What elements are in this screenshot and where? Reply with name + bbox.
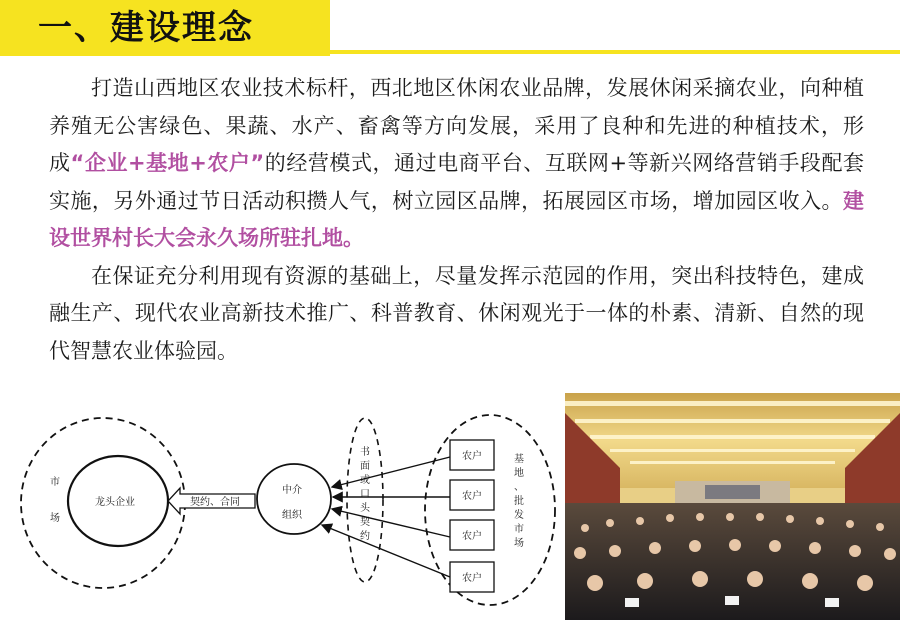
intermediary-label-1: 中介 xyxy=(282,485,302,496)
farmer-label: 农户 xyxy=(462,451,482,462)
agreement-ellipse xyxy=(347,418,383,582)
highlight-world-village-chief: 建设世界村长大会永久场所驻扎地。 xyxy=(49,188,864,250)
paragraph-1-part-1: 打造山西地区农业技术标杆，西北地区休闲农业品牌，发展休闲采摘农业，向种植养殖无公害绿色、果蔬、水产、畜禽等方向发展，采用了良种和先进的种植技术，形成 xyxy=(49,76,864,175)
agreement-char: 面 xyxy=(360,461,370,472)
farmer-label: 农户 xyxy=(462,491,482,502)
intermediary-ellipse xyxy=(257,464,331,534)
paragraph-1-part-2: 的经营模式，通过电商平台、互联网+等新兴网络营销手段配套实施，另外通过节日活动积攒人气，树立园区品牌，拓展园区市场，增加园区收入。 xyxy=(49,151,865,213)
highlight-business-model: “企业+基地+农户” xyxy=(70,151,265,175)
agreement-char: 约 xyxy=(360,531,370,542)
paragraph-1 xyxy=(49,70,864,258)
agreement-char: 口 xyxy=(360,489,370,500)
market-label-2: 场 xyxy=(50,513,60,524)
leading-enterprise-label: 龙头企业 xyxy=(95,497,135,508)
base-market-char: 批 xyxy=(514,496,524,507)
base-market-char: 市 xyxy=(514,524,524,535)
farmer-label: 农户 xyxy=(462,531,482,542)
paragraph-2: 在保证充分利用现有资源的基础上，尽量发挥示范园的作用，突出科技特色，建成融生产、现代农业高新技术推广、科普教育、休闲观光于一体的朴素、清新、自然的现代智慧农业体验园。 xyxy=(49,263,864,363)
market-label: 市 xyxy=(50,477,60,488)
title-underline xyxy=(330,50,900,54)
farmer-label: 农户 xyxy=(462,573,482,584)
conference-photo xyxy=(565,393,900,620)
page-title: 一、建设理念 xyxy=(38,8,254,48)
intermediary-label-2: 组织 xyxy=(282,510,302,521)
base-market-char: 基 xyxy=(514,454,524,465)
base-market-char: 发 xyxy=(514,510,524,521)
body-text xyxy=(49,70,864,370)
arrow-farmer-3 xyxy=(332,509,450,537)
agreement-char: 契 xyxy=(360,517,370,528)
base-market-char: 地 xyxy=(514,468,524,479)
base-market-char: 、 xyxy=(514,482,524,493)
contract-label: 契约、合同 xyxy=(190,497,240,508)
base-market-char: 场 xyxy=(514,538,524,549)
agreement-char: 书 xyxy=(360,447,370,458)
agreement-char: 头 xyxy=(360,503,370,514)
base-market-label xyxy=(514,452,524,549)
business-model-diagram xyxy=(10,405,570,620)
agreement-char: 或 xyxy=(360,475,370,486)
agreement-label xyxy=(360,445,371,542)
